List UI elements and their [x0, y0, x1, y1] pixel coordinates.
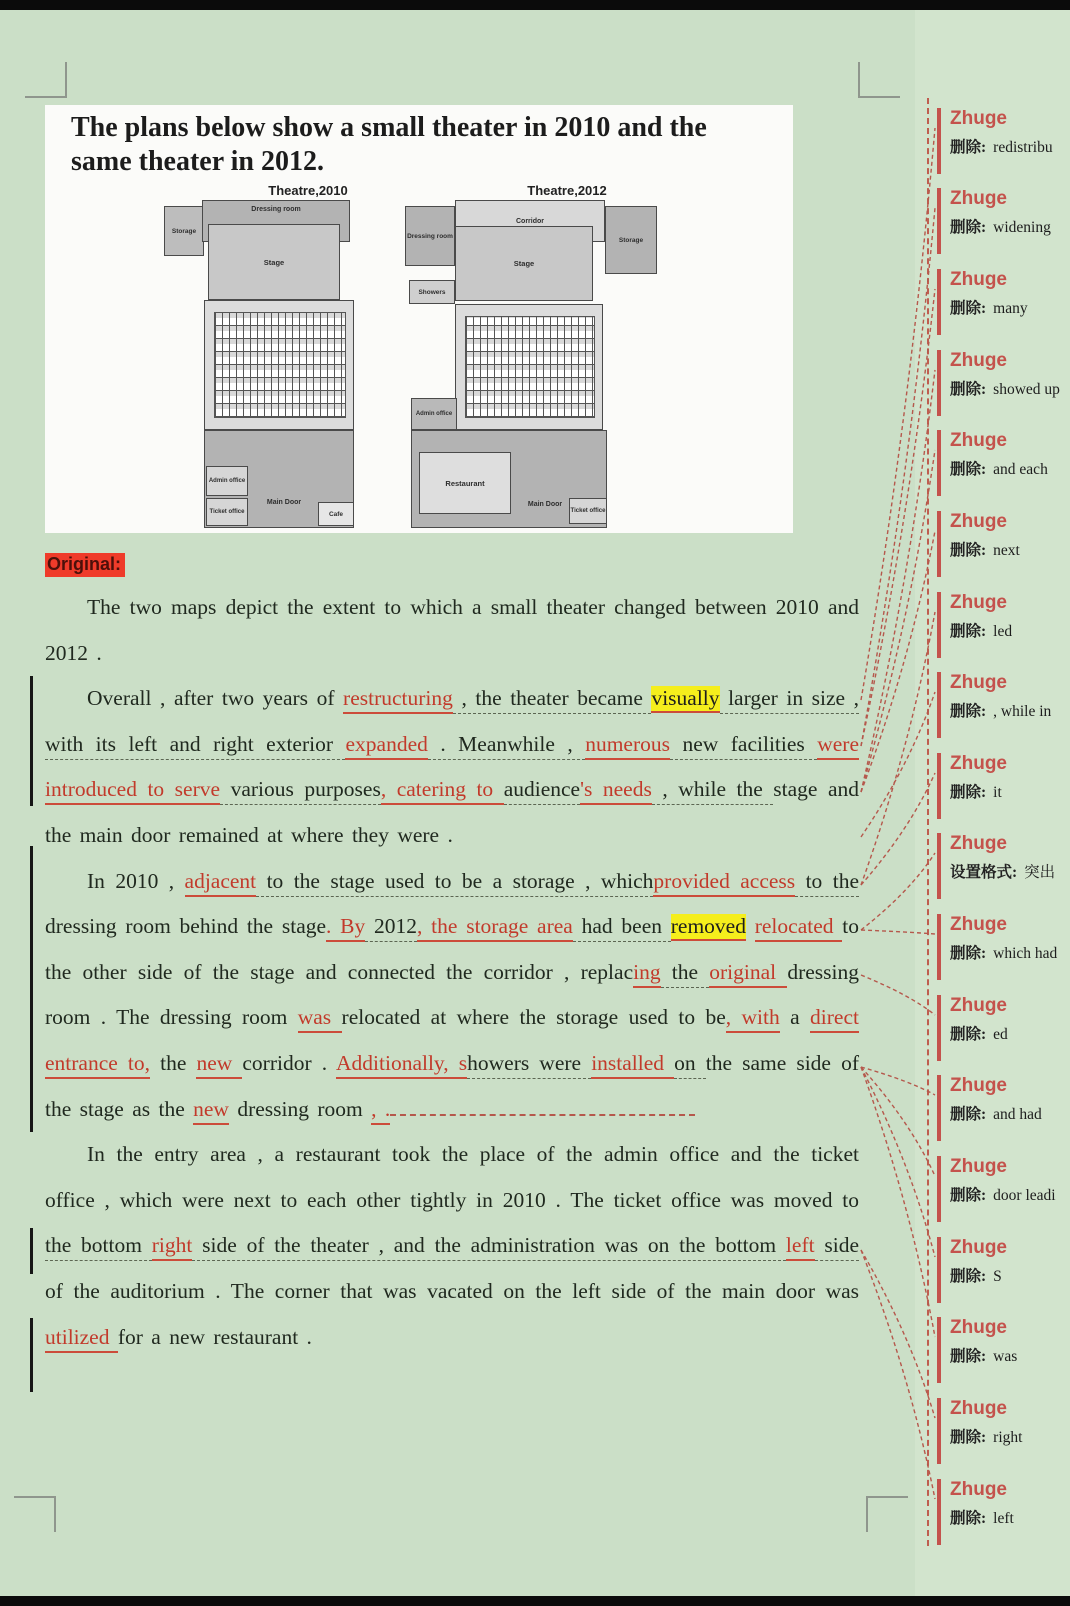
question-title: The plans below show a small theater in 2010 and the same theater in 2012. — [71, 112, 707, 177]
edit-inserted-text: 's needs — [580, 777, 652, 805]
review-comment-7[interactable] — [937, 592, 1070, 658]
comment-action-label: 删除: — [950, 1106, 987, 1123]
essay-text: had been — [573, 914, 671, 942]
cafe-2010: Cafe — [318, 502, 354, 526]
review-comment-2[interactable] — [937, 188, 1070, 254]
edit-inserted-text: left — [786, 1233, 815, 1261]
edit-inserted-text: , catering to — [381, 777, 504, 805]
review-comment-16[interactable] — [937, 1317, 1070, 1383]
essay-text: to the — [795, 869, 859, 897]
comment-author: Zhuge — [950, 430, 1007, 451]
edit-inserted-text: installed — [591, 1051, 674, 1079]
essay-text: , while the — [652, 777, 773, 805]
comment-action-label: 删除: — [950, 300, 987, 317]
essay-text: Overall , after two years of — [87, 686, 344, 711]
edit-inserted-text: , the storage area — [417, 914, 573, 942]
corridor-2012: Corridor — [455, 200, 605, 242]
comment-author: Zhuge — [950, 1317, 1007, 1338]
edit-inserted-text: ing — [633, 960, 660, 988]
comment-body — [950, 1186, 1070, 1206]
review-comment-6[interactable] — [937, 511, 1070, 577]
edit-inserted-text: relocated — [755, 914, 843, 942]
comment-connector — [861, 208, 935, 746]
comment-connector — [861, 1067, 935, 1337]
storage-room-2012: Storage — [605, 206, 657, 274]
essay-text: stage and the main door remained at where they were . — [45, 777, 860, 847]
comment-connector — [861, 1250, 935, 1499]
essay-text: audience — [504, 777, 580, 805]
change-bar-1 — [30, 676, 33, 806]
comment-author: Zhuge — [950, 1398, 1007, 1419]
essay-text: a — [779, 1005, 811, 1030]
comment-deleted-word: and each — [993, 461, 1048, 478]
seating-grid-2010 — [214, 312, 346, 418]
main-door-label-2010: Main Door — [266, 498, 302, 506]
comment-deleted-word: S — [993, 1268, 1002, 1285]
comment-action-label: 删除: — [950, 1268, 987, 1285]
review-comment-10[interactable] — [937, 833, 1070, 899]
essay-text: larger in size , with its left and right exterior — [45, 686, 859, 760]
comment-action-label: 删除: — [950, 703, 987, 720]
essay-paragraph-3[interactable] — [45, 859, 859, 1133]
comment-deleted-word: , while in — [993, 703, 1052, 720]
review-comment-13[interactable] — [937, 1075, 1070, 1141]
ticket-office-2012: Ticket office — [569, 498, 607, 524]
comment-connector — [861, 612, 935, 885]
plan-2012-title: Theatre,2012 — [527, 183, 607, 198]
essay-text: In 2010 , — [87, 868, 185, 893]
comment-connector — [861, 930, 935, 934]
essay-text: the — [150, 1050, 197, 1075]
comment-body — [950, 138, 1070, 158]
essay-text: to the stage used to be a storage , which — [256, 869, 653, 897]
crop-mark-bottom-left — [14, 1496, 56, 1532]
edit-inserted-text: original — [709, 960, 787, 988]
essay-text: relocated at where the storage used to be — [341, 1005, 726, 1030]
comment-connector — [861, 531, 935, 792]
comment-body — [950, 218, 1070, 238]
essay-text: In the entry area , a restaurant took the place of the admin office and the ticket office , which were next to each other tightly in 2010 . The ticket office was moved to — [45, 1142, 859, 1212]
change-bar-2 — [30, 846, 33, 1132]
comment-deleted-word: led — [993, 623, 1013, 640]
edit-inserted-text: adjacent — [185, 869, 257, 897]
review-comment-3[interactable] — [937, 269, 1070, 335]
change-bar-3 — [30, 1228, 33, 1274]
crop-mark-top-left — [25, 62, 67, 98]
comment-action-label: 删除: — [950, 623, 987, 640]
comment-action-label: 删除: — [950, 1026, 987, 1043]
comment-author: Zhuge — [950, 1237, 1007, 1258]
edit-inserted-text: numerous — [585, 732, 670, 760]
comment-connector — [861, 1250, 935, 1418]
comment-author: Zhuge — [950, 1479, 1007, 1500]
comment-body — [950, 944, 1070, 964]
comment-connector — [861, 975, 935, 1015]
storage-room-2010: Storage — [164, 206, 204, 256]
comment-action-label: 删除: — [950, 219, 987, 236]
ticket-office-2010: Ticket office — [206, 498, 248, 526]
review-comment-15[interactable] — [937, 1237, 1070, 1303]
edit-inserted-text: new — [196, 1051, 242, 1079]
edit-inserted-text: expanded — [345, 732, 427, 760]
comment-deleted-word: next — [993, 542, 1020, 559]
comment-body — [950, 1025, 1070, 1045]
essay-body[interactable] — [45, 585, 859, 1360]
essay-text: 2012 — [365, 914, 417, 942]
restaurant-2012: Restaurant — [419, 452, 511, 514]
comment-connector — [861, 773, 935, 885]
review-comment-5[interactable] — [937, 430, 1070, 496]
review-comment-18[interactable] — [937, 1479, 1070, 1545]
comment-deleted-word: door leadi — [993, 1187, 1056, 1204]
essay-text: to the other side of the stage and connected the corridor , replac — [45, 914, 860, 984]
essay-text: dressing room — [228, 1096, 372, 1121]
comment-deleted-word: redistribu — [993, 139, 1053, 156]
comment-author: Zhuge — [950, 672, 1007, 693]
essay-text: corridor . — [242, 1050, 336, 1075]
top-black-bar — [0, 0, 1070, 10]
comment-author: Zhuge — [950, 592, 1007, 613]
essay-paragraph-4[interactable] — [45, 1132, 859, 1360]
comment-deleted-word: 突出 — [1024, 864, 1056, 881]
comment-author: Zhuge — [950, 1156, 1007, 1177]
admin-office-2012: Admin office — [411, 398, 457, 430]
essay-text — [746, 914, 755, 938]
edit-inserted-text: restructuring — [343, 686, 453, 714]
edit-inserted-text: provided access — [653, 869, 795, 897]
essay-text: for a new restaurant . — [117, 1324, 312, 1349]
edit-inserted-text: . By — [326, 914, 365, 942]
comment-body — [950, 1347, 1070, 1367]
comment-author: Zhuge — [950, 914, 1007, 935]
comment-body — [950, 299, 1070, 319]
admin-office-2010: Admin office — [206, 466, 248, 496]
floor-plan-2012 — [403, 198, 671, 528]
edit-inserted-text: was — [298, 1005, 342, 1033]
comment-deleted-word: it — [993, 784, 1002, 801]
highlighted-text: visually — [651, 686, 719, 713]
review-comment-12[interactable] — [937, 995, 1070, 1061]
comment-action-label: 删除: — [950, 1187, 987, 1204]
dressing-room-2012: Dressing room — [405, 206, 455, 266]
question-figure-panel — [45, 105, 793, 533]
comment-deleted-word: left — [993, 1510, 1014, 1527]
comment-author: Zhuge — [950, 753, 1007, 774]
comment-deleted-word: was — [993, 1348, 1018, 1365]
essay-text: the same side of the stage as the — [45, 1050, 859, 1121]
comment-deleted-word: which had — [993, 945, 1058, 962]
edit-inserted-text: new — [193, 1097, 229, 1125]
review-comment-1[interactable] — [937, 108, 1070, 174]
comment-body — [950, 1509, 1070, 1529]
comment-action-label: 设置格式: — [950, 864, 1018, 881]
comment-action-label: 删除: — [950, 945, 987, 962]
comment-connector — [861, 128, 935, 700]
change-bar-4 — [30, 1318, 33, 1392]
comment-body — [950, 863, 1070, 883]
comment-body — [950, 380, 1070, 400]
essay-text: the — [661, 960, 710, 988]
essay-text: new facilities — [670, 732, 817, 760]
essay-text: . Meanwhile , — [428, 732, 585, 760]
essay-paragraph-2[interactable] — [45, 676, 859, 858]
essay-text: howers were — [467, 1051, 591, 1079]
plan-2010-title: Theatre,2010 — [268, 183, 348, 198]
comment-action-label: 删除: — [950, 1510, 987, 1527]
comment-action-label: 删除: — [950, 542, 987, 559]
comment-deleted-word: showed up — [993, 381, 1060, 398]
essay-paragraph-1[interactable] — [45, 585, 859, 676]
review-comment-4[interactable] — [937, 350, 1070, 416]
review-comment-9[interactable] — [937, 753, 1070, 819]
essay-text: side — [815, 1233, 859, 1261]
essay-text: side of the theater , and the administration was on the bottom — [192, 1233, 786, 1261]
essay-text: , the theater became — [453, 686, 652, 714]
essay-text: The two maps depict the extent to which a small theater changed between 2010 and 2012 . — [45, 595, 859, 665]
comment-body — [950, 622, 1070, 642]
comment-connector — [861, 1067, 935, 1095]
comment-connector-lines — [855, 90, 940, 1550]
comment-deleted-word: widening — [993, 219, 1051, 236]
comment-deleted-word: right — [993, 1429, 1023, 1446]
comment-body — [950, 1267, 1070, 1287]
comment-body — [950, 783, 1070, 803]
stage-2010: Stage — [208, 224, 340, 300]
comment-connector — [861, 1067, 935, 1176]
comment-author: Zhuge — [950, 350, 1007, 371]
original-tag: Original: — [45, 553, 125, 577]
comment-body — [950, 702, 1070, 722]
dressing-room-2010: Dressing room — [202, 200, 350, 242]
comment-author: Zhuge — [950, 269, 1007, 290]
showers-2012: Showers — [409, 280, 455, 304]
edit-inserted-text: , with — [726, 1005, 780, 1033]
comment-action-label: 删除: — [950, 784, 987, 801]
edit-inserted-text: Additionally, s — [336, 1051, 467, 1079]
edit-inserted-text: utilized — [45, 1325, 118, 1353]
edit-inserted-text: direct entrance to, — [45, 1005, 859, 1079]
comment-body — [950, 460, 1070, 480]
comment-action-label: 删除: — [950, 1429, 987, 1446]
essay-text: dressing room behind the stage — [45, 914, 327, 939]
comment-deleted-word: many — [993, 300, 1028, 317]
comment-deleted-word: and had — [993, 1106, 1042, 1123]
essay-text: various purposes — [220, 777, 381, 805]
comment-author: Zhuge — [950, 108, 1007, 129]
edit-inserted-text: were introduced to serve — [45, 732, 859, 806]
comment-connector — [861, 853, 935, 930]
bottom-black-bar — [0, 1596, 1070, 1606]
comment-deleted-word: ed — [993, 1026, 1008, 1043]
comment-body — [950, 1105, 1070, 1125]
essay-text: the bottom — [45, 1233, 152, 1261]
review-comment-11[interactable] — [937, 914, 1070, 980]
comment-author: Zhuge — [950, 995, 1007, 1016]
comment-body — [950, 541, 1070, 561]
comment-action-label: 删除: — [950, 461, 987, 478]
main-door-label-2012: Main Door — [527, 500, 563, 508]
essay-text: of the auditorium . The corner that was vacated on the left side of the main door was — [45, 1278, 859, 1303]
comment-action-label: 删除: — [950, 1348, 987, 1365]
comment-body — [950, 1428, 1070, 1448]
essay-text: dressing room . The dressing room — [45, 959, 860, 1030]
seating-grid-2012 — [465, 316, 595, 418]
comment-action-label: 删除: — [950, 381, 987, 398]
review-comment-14[interactable] — [937, 1156, 1070, 1222]
comment-action-label: 删除: — [950, 139, 987, 156]
trailing-deletion-dashes — [390, 1101, 695, 1116]
highlighted-text: removed — [671, 914, 746, 941]
edit-inserted-text: , . — [371, 1097, 390, 1125]
stage-2012: Stage — [455, 226, 593, 301]
edit-inserted-text: right — [152, 1233, 193, 1261]
essay-text: on — [674, 1051, 706, 1079]
floor-plan-2010 — [162, 198, 357, 528]
comment-author: Zhuge — [950, 833, 1007, 854]
review-comment-17[interactable] — [937, 1398, 1070, 1464]
review-comment-8[interactable] — [937, 672, 1070, 738]
comment-author: Zhuge — [950, 188, 1007, 209]
comment-connector — [861, 1067, 935, 1257]
comment-connector — [861, 692, 935, 837]
comment-author: Zhuge — [950, 1075, 1007, 1096]
comment-author: Zhuge — [950, 511, 1007, 532]
